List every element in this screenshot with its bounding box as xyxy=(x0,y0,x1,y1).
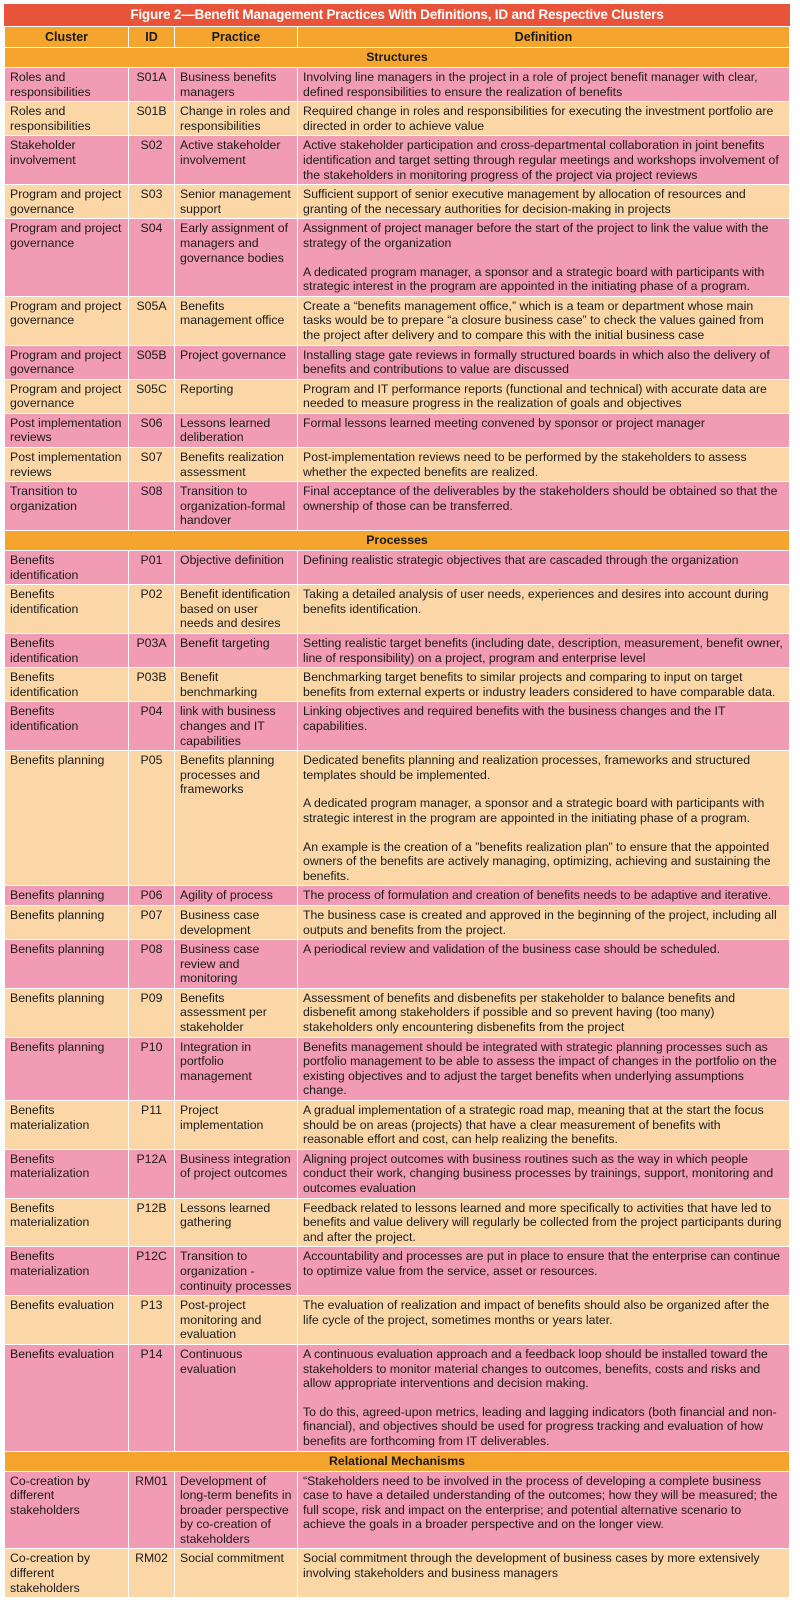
practice-cell: Objective definition xyxy=(175,551,298,585)
table-row xyxy=(5,886,790,906)
definition-cell xyxy=(298,379,790,413)
cluster-cell: Program and project governance xyxy=(5,296,129,345)
practice-cell: Project governance xyxy=(175,345,298,379)
practice-cell: Benefit targeting xyxy=(175,634,298,668)
definition-cell xyxy=(298,1471,790,1549)
section-title: Structures xyxy=(5,48,790,68)
definition-paragraph: Accountability and processes are put in place to ensure that the enterprise can continue to optimize value from the service, asset or resources. xyxy=(303,1249,781,1278)
section-title: Processes xyxy=(5,531,790,551)
table-row xyxy=(5,1101,790,1150)
cluster-cell: Post implementation reviews xyxy=(5,448,129,482)
cluster-cell: Benefits planning xyxy=(5,940,129,989)
definition-paragraph: Assignment of project manager before the start of the project to link the value with the strategy of the organization xyxy=(303,221,769,250)
cluster-cell: Benefits materialization xyxy=(5,1149,129,1198)
definition-cell xyxy=(298,1247,790,1296)
cluster-cell: Roles and responsibilities xyxy=(5,68,129,102)
definition-paragraph: Installing stage gate reviews in formally structured boards in which also the delivery of benefits and contributions to value are discussed xyxy=(303,347,770,377)
definition-cell xyxy=(298,634,790,668)
id-cell: S07 xyxy=(129,448,175,482)
practices-table xyxy=(4,26,790,1598)
cluster-cell: Benefits identification xyxy=(5,551,129,585)
practice-cell: link with business changes and IT capabilities xyxy=(175,702,298,751)
definition-paragraph: A dedicated program manager, a sponsor and a strategic board with participants with strategic interest in the program are appointed in the initiating phase of a program. xyxy=(303,264,765,294)
definition-paragraph: A continuous evaluation approach and a feedback loop should be installed toward the stakeholders to monitor material changes to outcomes, benefits, costs and risks and allow appropriate interventions and decision making. xyxy=(303,1346,768,1391)
cluster-cell: Program and project governance xyxy=(5,219,129,296)
definition-paragraph: Required change in roles and responsibilities for executing the investment portfolio are directed in order to achieve value xyxy=(303,104,774,133)
practice-cell: Benefits assessment per stakeholder xyxy=(175,988,298,1037)
id-cell: P12C xyxy=(129,1247,175,1296)
id-cell: P03A xyxy=(129,634,175,668)
practice-cell: Benefit identification based on user needs and desires xyxy=(175,585,298,634)
cluster-cell: Benefits identification xyxy=(5,702,129,751)
figure xyxy=(4,4,790,1608)
section-title: Relational Mechanisms xyxy=(5,1451,790,1471)
table-row xyxy=(5,185,790,219)
definition-cell xyxy=(298,1037,790,1100)
id-cell: RM02 xyxy=(129,1549,175,1598)
id-cell: S06 xyxy=(129,413,175,447)
table-row xyxy=(5,68,790,102)
cluster-cell: Benefits planning xyxy=(5,751,129,886)
definition-paragraph: The evaluation of realization and impact of benefits should also be organized after the life cycle of the project, sometimes months or years later. xyxy=(303,1298,770,1327)
definition-cell xyxy=(298,296,790,345)
table-row xyxy=(5,751,790,886)
practice-cell: Transition to organization-formal handover xyxy=(175,482,298,531)
cluster-cell: Program and project governance xyxy=(5,345,129,379)
header-row xyxy=(5,27,790,48)
id-cell: S01A xyxy=(129,68,175,102)
table-row xyxy=(5,448,790,482)
id-cell: RM01 xyxy=(129,1471,175,1549)
definition-paragraph: Assessment of benefits and disbenefits per stakeholder to balance benefits and disbenefit among stakeholders if possible and so prevent having (too many) stakeholders only encountering disbenefits from the project xyxy=(303,990,736,1035)
table-body xyxy=(5,48,790,1598)
cluster-cell: Benefits identification xyxy=(5,668,129,702)
practice-cell: Lessons learned gathering xyxy=(175,1198,298,1247)
definition-cell xyxy=(298,185,790,219)
practice-cell: Agility of process xyxy=(175,886,298,906)
definition-paragraph: Aligning project outcomes with business routines such as the way in which people conduct their work, changing business processes by trainings, support, monitoring and outcomes evaluation xyxy=(303,1151,774,1195)
id-cell: S05A xyxy=(129,296,175,345)
definition-cell xyxy=(298,1549,790,1598)
cluster-cell: Benefits evaluation xyxy=(5,1296,129,1345)
definition-paragraph: A periodical review and validation of the business case should be scheduled. xyxy=(303,942,720,957)
practice-cell: Integration in portfolio management xyxy=(175,1037,298,1100)
definition-paragraph: To do this, agreed-upon metrics, leading and lagging indicators (both financial and non-financial), and objectives should be used for progress tracking and evaluation of how benefits are forthcoming from IT deliverables. xyxy=(303,1404,777,1448)
cluster-cell: Program and project governance xyxy=(5,379,129,413)
practice-cell: Business case development xyxy=(175,905,298,939)
practice-cell: Senior management support xyxy=(175,185,298,219)
definition-cell xyxy=(298,68,790,102)
cluster-cell: Benefits materialization xyxy=(5,1198,129,1247)
definition-cell xyxy=(298,886,790,906)
id-cell: S08 xyxy=(129,482,175,531)
definition-cell xyxy=(298,751,790,886)
cluster-cell: Benefits planning xyxy=(5,988,129,1037)
definition-paragraph: Benchmarking target benefits to similar projects and comparing to input on target benefits from external experts or industry leaders considered to have comparable data. xyxy=(303,670,776,699)
id-cell: P08 xyxy=(129,940,175,989)
definition-cell xyxy=(298,585,790,634)
col-header-cluster: Cluster xyxy=(5,27,129,48)
definition-paragraph: A gradual implementation of a strategic road map, meaning that at the start the focus should be on areas (projects) that have a clear measurement of benefits with reasonable effort and cost, can help realizing the benefits. xyxy=(303,1103,764,1147)
cluster-cell: Post implementation reviews xyxy=(5,413,129,447)
cluster-cell: Program and project governance xyxy=(5,185,129,219)
definition-cell xyxy=(298,905,790,939)
practice-cell: Benefits management office xyxy=(175,296,298,345)
id-cell: P12A xyxy=(129,1149,175,1198)
id-cell: P13 xyxy=(129,1296,175,1345)
definition-cell xyxy=(298,448,790,482)
definition-cell xyxy=(298,1101,790,1150)
definition-cell xyxy=(298,668,790,702)
definition-paragraph: Social commitment through the development of business cases by more extensively involving stakeholders and business managers xyxy=(303,1551,760,1581)
table-row xyxy=(5,668,790,702)
id-cell: P11 xyxy=(129,1101,175,1150)
definition-paragraph: “Stakeholders need to be involved in the process of developing a complete business case to have a detailed understanding of the outcomes; how they will be measured; the full scope, risk and impact on the enterprise; and potential alternative scenario to achieve the goals in a broader perspective and on the longer view. xyxy=(303,1473,778,1532)
table-row xyxy=(5,1296,790,1345)
cluster-cell: Benefits planning xyxy=(5,905,129,939)
definition-paragraph: Feedback related to lessons learned and more specifically to activities that have led to benefits and value delivery will regularly be collected from the project participants during and after the project. xyxy=(303,1200,782,1244)
definition-paragraph: Setting realistic target benefits (including date, description, measurement, benefit owner, line of responsibility) on a project, program and enterprise level xyxy=(303,636,783,665)
table-row xyxy=(5,1198,790,1247)
definition-cell xyxy=(298,940,790,989)
id-cell: S03 xyxy=(129,185,175,219)
cluster-cell: Benefits materialization xyxy=(5,1101,129,1150)
table-row xyxy=(5,345,790,379)
table-row xyxy=(5,136,790,185)
definition-cell xyxy=(298,1149,790,1198)
col-header-id: ID xyxy=(129,27,175,48)
definition-cell xyxy=(298,345,790,379)
practice-cell: Lessons learned deliberation xyxy=(175,413,298,447)
table-row xyxy=(5,1247,790,1296)
practice-cell: Reporting xyxy=(175,379,298,413)
table-row xyxy=(5,1471,790,1549)
id-cell: P10 xyxy=(129,1037,175,1100)
id-cell: P12B xyxy=(129,1198,175,1247)
definition-paragraph: Formal lessons learned meeting convened by sponsor or project manager xyxy=(303,415,705,430)
cluster-cell: Benefits materialization xyxy=(5,1247,129,1296)
section-header-row xyxy=(5,1451,790,1471)
id-cell: P14 xyxy=(129,1344,175,1451)
definition-paragraph: Active stakeholder participation and cross-departmental collaboration in joint benefits identification and target setting through regular meetings and workshops involvement of the stakeholders in monitoring progress of the project via project reviews xyxy=(303,138,779,182)
table-row xyxy=(5,296,790,345)
definition-cell xyxy=(298,1344,790,1451)
cluster-cell: Benefits planning xyxy=(5,886,129,906)
definition-cell xyxy=(298,102,790,136)
col-header-practice: Practice xyxy=(175,27,298,48)
definition-paragraph: Post-implementation reviews need to be performed by the stakeholders to assess whether the expected benefits are realized. xyxy=(303,450,747,479)
practice-cell: Continuous evaluation xyxy=(175,1344,298,1451)
definition-paragraph: Involving line managers in the project in a role of project benefit manager with clear, defined responsibilities to ensure the realization of benefits xyxy=(303,70,758,99)
practice-cell: Benefit benchmarking xyxy=(175,668,298,702)
cluster-cell: Stakeholder involvement xyxy=(5,136,129,185)
id-cell: P07 xyxy=(129,905,175,939)
definition-cell xyxy=(298,413,790,447)
table-row xyxy=(5,585,790,634)
practice-cell: Post-project monitoring and evaluation xyxy=(175,1296,298,1345)
cluster-cell: Benefits identification xyxy=(5,585,129,634)
id-cell: P06 xyxy=(129,886,175,906)
id-cell: P05 xyxy=(129,751,175,886)
section-header-row xyxy=(5,48,790,68)
definition-cell xyxy=(298,702,790,751)
cluster-cell: Co-creation by different stakeholders xyxy=(5,1471,129,1549)
definition-cell xyxy=(298,482,790,531)
definition-paragraph: The process of formulation and creation of benefits needs to be adaptive and iterative. xyxy=(303,888,772,903)
table-row xyxy=(5,1549,790,1598)
id-cell: P04 xyxy=(129,702,175,751)
table-row xyxy=(5,702,790,751)
definition-paragraph: Sufficient support of senior executive management by allocation of resources and granting of the necessary authorities for decision-making in projects xyxy=(303,187,746,216)
table-row xyxy=(5,413,790,447)
id-cell: P01 xyxy=(129,551,175,585)
id-cell: P09 xyxy=(129,988,175,1037)
definition-paragraph: Program and IT performance reports (functional and technical) with accurate data are needed to measure progress in the realization of goals and objectives xyxy=(303,381,767,411)
cluster-cell: Roles and responsibilities xyxy=(5,102,129,136)
practice-cell: Business case review and monitoring xyxy=(175,940,298,989)
cluster-cell: Benefits planning xyxy=(5,1037,129,1100)
table-row xyxy=(5,551,790,585)
id-cell: S02 xyxy=(129,136,175,185)
col-header-definition: Definition xyxy=(298,27,790,48)
definition-paragraph: The business case is created and approved in the beginning of the project, including all outputs and benefits from the project. xyxy=(303,907,777,937)
definition-paragraph: Benefits management should be integrated with strategic planning processes such as portfolio management to be able to assess the impact of changes in the portfolio on the existing objectives and to adjust the target benefits when underlying assumptions change. xyxy=(303,1039,777,1098)
definition-paragraph: Linking objectives and required benefits with the business changes and the IT capabilities. xyxy=(303,704,726,733)
table-row xyxy=(5,1149,790,1198)
practice-cell: Social commitment xyxy=(175,1549,298,1598)
table-row xyxy=(5,940,790,989)
table-row xyxy=(5,1037,790,1100)
table-row xyxy=(5,482,790,531)
definition-cell xyxy=(298,988,790,1037)
definition-cell xyxy=(298,551,790,585)
definition-paragraph: Dedicated benefits planning and realization processes, frameworks and structured templates should be implemented. xyxy=(303,753,751,782)
table-row xyxy=(5,379,790,413)
id-cell: S05B xyxy=(129,345,175,379)
figure-title: Figure 2—Benefit Management Practices With Definitions, ID and Respective Clusters xyxy=(4,4,790,26)
definition-paragraph: Taking a detailed analysis of user needs, experiences and desires into account during benefits identification. xyxy=(303,587,769,616)
cluster-cell: Transition to organization xyxy=(5,482,129,531)
practice-cell: Business integration of project outcomes xyxy=(175,1149,298,1198)
id-cell: S01B xyxy=(129,102,175,136)
definition-paragraph: Create a “benefits management office,” which is a team or department whose main tasks would be to prepare “a closure business case” to check the values gained from the project after delivery and to compare this with the initial business case xyxy=(303,298,764,342)
table-row xyxy=(5,988,790,1037)
cluster-cell: Benefits evaluation xyxy=(5,1344,129,1451)
table-row xyxy=(5,102,790,136)
section-header-row xyxy=(5,531,790,551)
definition-paragraph: A dedicated program manager, a sponsor and a strategic board with participants with strategic interest in the program are appointed in the initiating phase of a program. xyxy=(303,796,765,825)
practice-cell: Development of long-term benefits in broader perspective by co-creation of stakeholders xyxy=(175,1471,298,1549)
definition-cell xyxy=(298,136,790,185)
cluster-cell: Co-creation by different stakeholders xyxy=(5,1549,129,1598)
definition-cell xyxy=(298,1198,790,1247)
table-row xyxy=(5,219,790,296)
definition-cell xyxy=(298,219,790,296)
practice-cell: Project implementation xyxy=(175,1101,298,1150)
table-row xyxy=(5,905,790,939)
practice-cell: Early assignment of managers and governance bodies xyxy=(175,219,298,296)
id-cell: P02 xyxy=(129,585,175,634)
definition-paragraph: Final acceptance of the deliverables by the stakeholders should be obtained so that the ownership of those can be transferred. xyxy=(303,484,778,513)
practice-cell: Active stakeholder involvement xyxy=(175,136,298,185)
practice-cell: Benefits realization assessment xyxy=(175,448,298,482)
practice-cell: Benefits planning processes and frameworks xyxy=(175,751,298,886)
cluster-cell: Benefits identification xyxy=(5,634,129,668)
id-cell: S05C xyxy=(129,379,175,413)
id-cell: P03B xyxy=(129,668,175,702)
table-row xyxy=(5,634,790,668)
definition-paragraph: Defining realistic strategic objectives that are cascaded through the organization xyxy=(303,553,739,568)
practice-cell: Change in roles and responsibilities xyxy=(175,102,298,136)
id-cell: S04 xyxy=(129,219,175,296)
practice-cell: Business benefits managers xyxy=(175,68,298,102)
practice-cell: Transition to organization - continuity processes xyxy=(175,1247,298,1296)
definition-paragraph: An example is the creation of a ”benefits realization plan” to ensure that the appointed owners of the benefits are actively managing, optimizing, achieving and sustaining the benefits. xyxy=(303,839,771,883)
definition-cell xyxy=(298,1296,790,1345)
table-row xyxy=(5,1344,790,1451)
